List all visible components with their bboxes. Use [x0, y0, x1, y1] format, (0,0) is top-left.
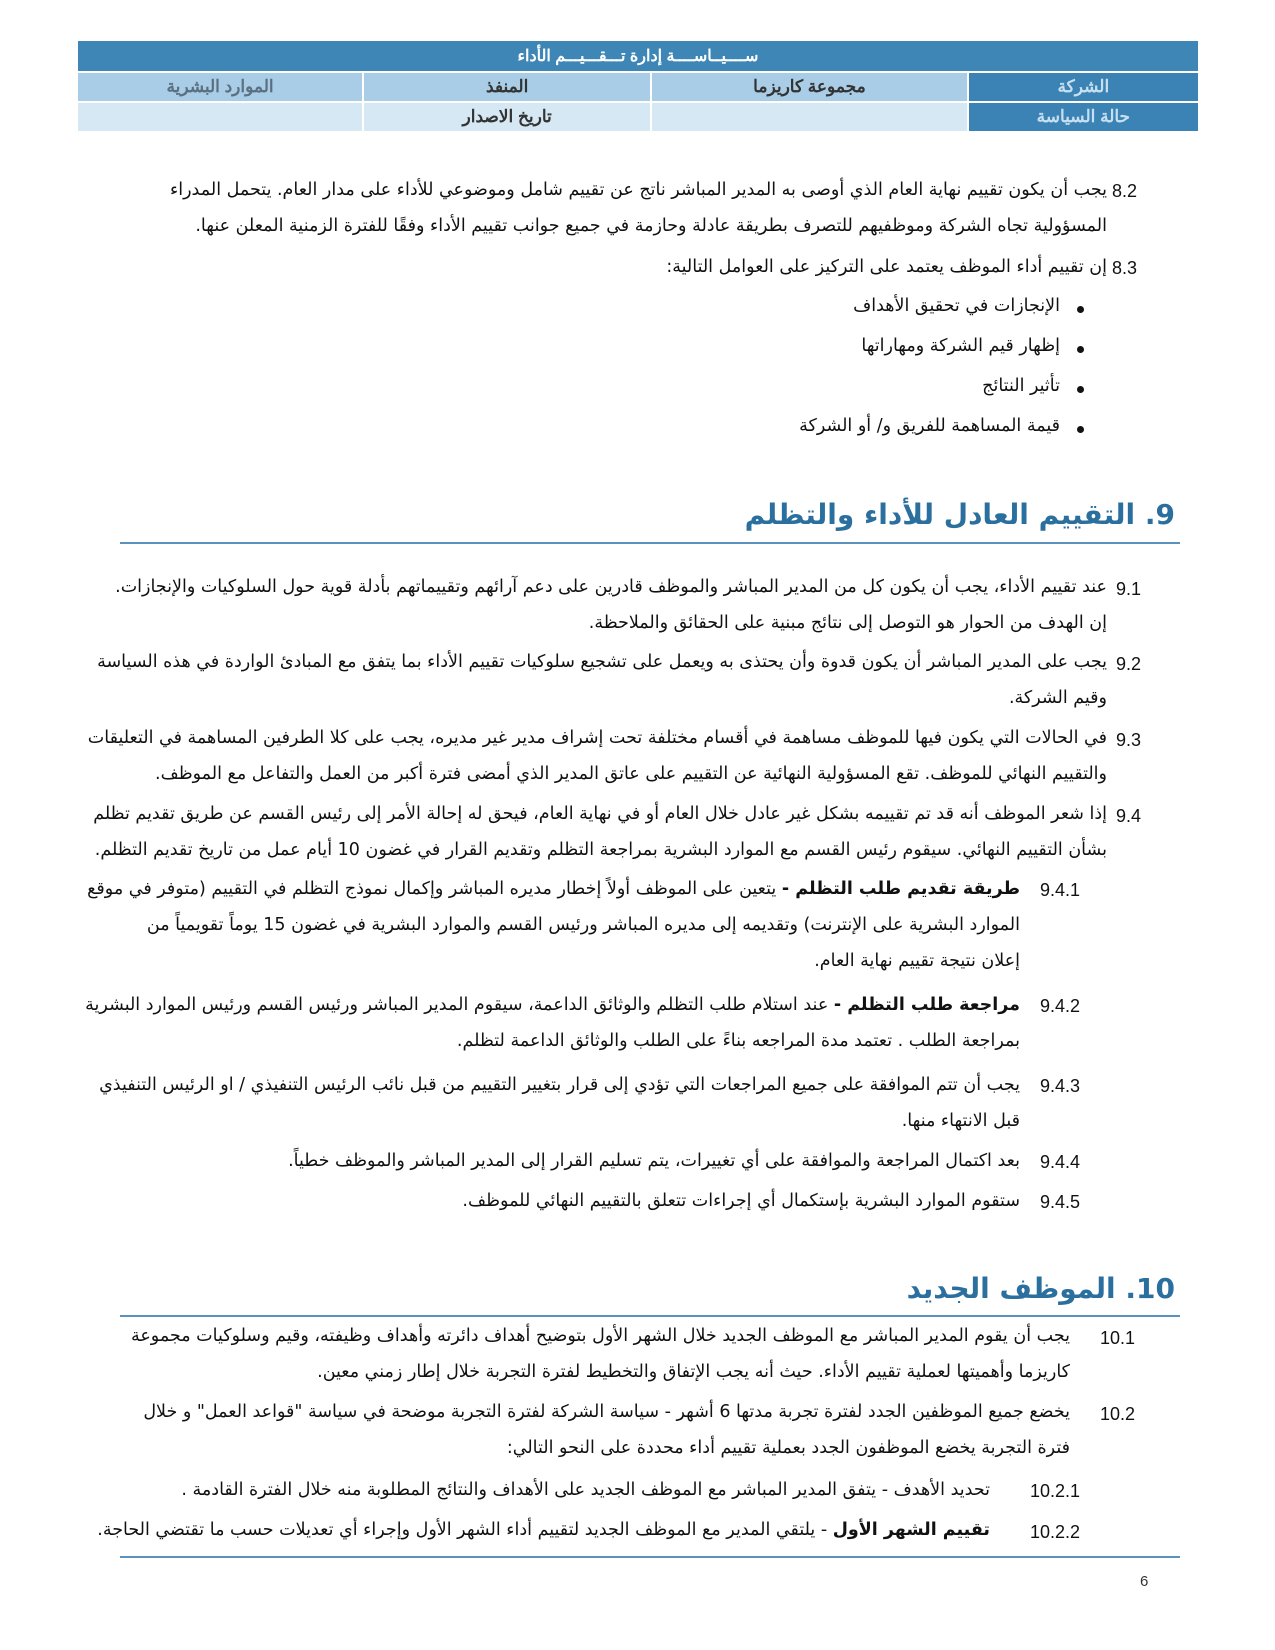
subitem-number: 10.2.1: [1030, 1481, 1081, 1501]
paragraph-line: في الحالات التي يكون فيها للموظف مساهمة في أقسام مختلفة تحت إشراف مدير غير مديره، يجب على كلا الطرفين المساهمة في التعليقات: [87, 728, 1107, 748]
item-number: 10.2: [1100, 1404, 1136, 1424]
subitem-text: - يلتقي المدير مع الموظف الجديد لتقييم أداء الشهر الأول وإجراء أي تعديلات حسب ما تقتضي الحاجة.: [97, 1520, 833, 1540]
outlet-label: المنفذ: [363, 72, 651, 102]
subitem-number: 9.4.5: [1040, 1192, 1081, 1212]
item-number: 9.1: [1116, 579, 1142, 599]
section-10-heading: 10. الموظف الجديد: [906, 1272, 1175, 1305]
paragraph-line: فترة التجربة يخضع الموظفون الجدد بعملية تقييم أداء محددة على النحو التالي:: [506, 1438, 1070, 1458]
bullet-icon: [1077, 346, 1084, 353]
subitem-number: 9.4.1: [1040, 880, 1081, 900]
item-number: 8.3: [1112, 258, 1138, 278]
subitem-text: عند استلام طلب التظلم والوثائق الداعمة، سيقوم المدير المباشر ورئيس القسم ورئيس الموارد البشرية: [85, 995, 829, 1015]
paragraph-line: [85, 995, 1020, 1015]
outlet-value: الموارد البشرية: [77, 72, 363, 102]
subitem-number: 9.4.2: [1040, 996, 1081, 1016]
paragraph-line: بشأن التقييم النهائي. سيقوم رئيس القسم مع الموارد البشرية بمراجعة التظلم وتقديم القرار في غضون 10 أيام عمل من تاريخ تقديم التظلم.: [94, 840, 1107, 860]
paragraph-line: إن تقييم أداء الموظف يعتمد على التركيز على العوامل التالية:: [666, 257, 1107, 277]
subitem-bold-label: مراجعة طلب التظلم -: [833, 995, 1020, 1015]
section-divider: [120, 542, 1180, 544]
item-number: 9.3: [1116, 730, 1142, 750]
paragraph-line: يجب على المدير المباشر أن يكون قدوة وأن يحتذى به ويعمل على تشجيع سلوكيات تقييم الأداء بما يتفق مع المبادئ الواردة في هذه السياسة: [97, 652, 1107, 672]
bullet-icon: [1077, 306, 1084, 313]
bullet-item: قيمة المساهمة للفريق و/ أو الشركة: [799, 416, 1060, 436]
item-number: 10.1: [1100, 1328, 1136, 1348]
paragraph-line: [97, 1520, 990, 1540]
bullet-item: إظهار قيم الشركة ومهاراتها: [861, 336, 1060, 356]
company-label: الشركة: [968, 72, 1199, 102]
paragraph-line: تحديد الأهدف - يتفق المدير المباشر مع الموظف الجديد على الأهداف والنتائج المطلوبة منه خلال الفترة القادمة .: [181, 1480, 990, 1500]
paragraph-line: قبل الانتهاء منها.: [901, 1111, 1020, 1131]
paragraph-line: كاريزما وأهميتها لعملية تقييم الأداء. حيث أنه يجب الإتفاق والتخطيط لفترة التجربة خلال إطار زمني معين.: [317, 1362, 1070, 1382]
item-number: 9.4: [1116, 806, 1142, 826]
item-number: 8.2: [1112, 181, 1138, 201]
bullet-icon: [1077, 386, 1084, 393]
paragraph-line: والتقييم النهائي للموظف. تقع المسؤولية النهائية عن التقييم على عاتق المدير الذي أمضى فترة أكبر من العمل والتفاعل مع الموظف.: [155, 764, 1107, 784]
paragraph-line: يخضع جميع الموظفين الجدد لفترة تجربة مدتها 6 أشهر - سياسة الشركة لفترة التجربة موضحة في سياسة "قواعد العمل" و خلال: [143, 1402, 1070, 1422]
paragraph-line: ستقوم الموارد البشرية بإستكمال أي إجراءات تتعلق بالتقييم النهائي للموظف.: [462, 1191, 1020, 1211]
paragraph-line: عند تقييم الأداء، يجب أن يكون كل من المدير المباشر والموظف قادرين على دعم آرائهم وتقييماتهم بأدلة قوية حول السلوكيات والإنجازات.: [115, 577, 1107, 597]
paragraph-line: إذا شعر الموظف أنه قد تم تقييمه بشكل غير عادل خلال العام أو في نهاية العام، فيحق له إحالة الأمر إلى رئيس القسم عن طريق تقديم تظلم: [93, 804, 1107, 824]
company-value: مجموعة كاريزما: [651, 72, 968, 102]
bullet-item: الإنجازات في تحقيق الأهداف: [853, 296, 1060, 316]
subitem-text: يتعين على الموظف أولاً إخطار مديره المباشر وإكمال نموذج التظلم في التقييم (متوفر في موقع: [87, 879, 777, 899]
paragraph-line: إعلان نتيجة تقييم نهاية العام.: [814, 951, 1020, 971]
section-9-heading: 9. التقييم العادل للأداء والتظلم: [744, 498, 1175, 531]
policy-header-table: [76, 39, 1200, 133]
paragraph-line: بمراجعة الطلب . تعتمد مدة المراجعه بناءً على الطلب والوثائق الداعمة لتظلم.: [456, 1031, 1020, 1051]
paragraph-line: وقيم الشركة.: [1008, 688, 1107, 708]
subitem-bold-label: تقييم الشهر الأول: [832, 1520, 990, 1540]
subitem-bold-label: طريقة تقديم طلب التظلم -: [781, 879, 1020, 899]
bullet-icon: [1077, 426, 1084, 433]
paragraph-line: يجب أن تتم الموافقة على جميع المراجعات التي تؤدي إلى قرار بتغيير التقييم من قبل نائب الرئيس التنفيذي / او الرئيس التنفيذي: [99, 1075, 1020, 1095]
paragraph-line: بعد اكتمال المراجعة والموافقة على أي تغييرات، يتم تسليم القرار إلى المدير المباشر والموظف خطياً.: [288, 1151, 1020, 1171]
paragraph-line: إن الهدف من الحوار هو التوصل إلى نتائج مبنية على الحقائق والملاحظة.: [588, 613, 1107, 633]
policy-title: ســــيــاســــة إدارة تـــقـــيـــم الأداء: [77, 40, 1199, 72]
issue-date-label: تاريخ الاصدار: [363, 102, 651, 132]
page-number: 6: [1140, 1573, 1149, 1590]
section-divider: [120, 1315, 1180, 1317]
paragraph-line: [87, 879, 1020, 899]
footer-divider: [120, 1556, 1180, 1558]
paragraph-line: يجب أن يكون تقييم نهاية العام الذي أوصى به المدير المباشر ناتج عن تقييم شامل وموضوعي للأداء على مدار العام. يتحمل المدراء: [170, 180, 1107, 200]
paragraph-line: الموارد البشرية على الإنترنت) وتقديمه إلى مديره المباشر ورئيس القسم والموارد البشرية في غضون 15 يوماً تقويمياً من: [146, 915, 1020, 935]
bullet-item: تأثير النتائج: [982, 376, 1060, 396]
issue-date-value: [77, 102, 363, 132]
policy-status-label: حالة السياسة: [968, 102, 1199, 132]
subitem-number: 10.2.2: [1030, 1522, 1081, 1542]
item-number: 9.2: [1116, 654, 1142, 674]
policy-status-value: [651, 102, 968, 132]
subitem-number: 9.4.3: [1040, 1076, 1081, 1096]
paragraph-line: المسؤولية تجاه الشركة وموظفيهم للتصرف بطريقة عادلة وحازمة في جميع جوانب تقييم الأداء وفقًا للفترة الزمنية المعلن عنها.: [195, 216, 1107, 236]
paragraph-line: يجب أن يقوم المدير المباشر مع الموظف الجديد خلال الشهر الأول بتوضيح أهداف دائرته وأهداف وظيفته، وقيم وسلوكيات مجموعة: [130, 1326, 1070, 1346]
subitem-number: 9.4.4: [1040, 1152, 1081, 1172]
